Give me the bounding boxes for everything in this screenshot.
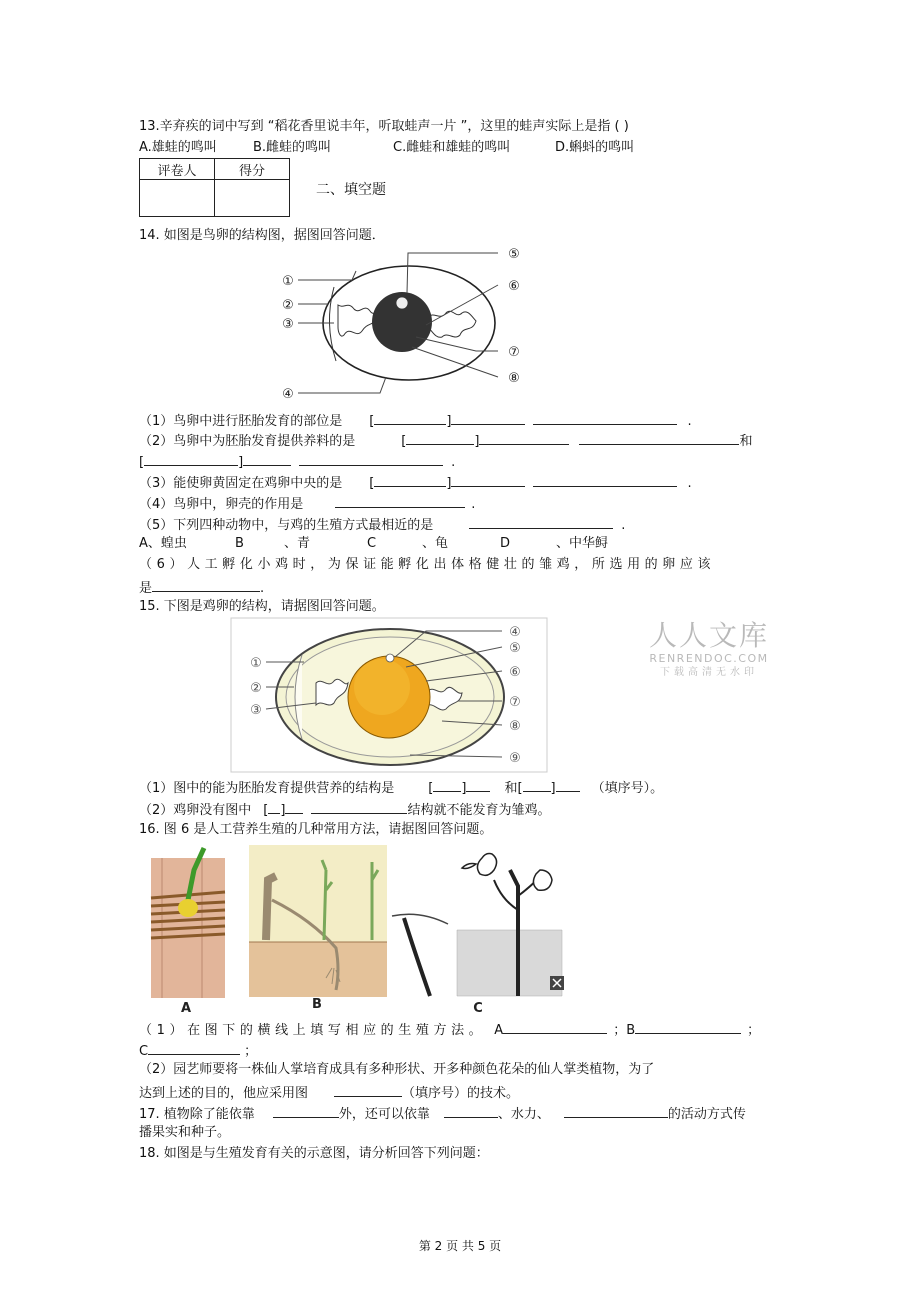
egg2-label-4: ④ [509, 625, 521, 640]
egg2-label-9: ⑨ [509, 751, 521, 766]
figure-label-a: A [180, 1001, 192, 1016]
q15-stem: 15. 下图是鸡卵的结构，请据图回答问题。 [139, 599, 385, 614]
q16-s1-blank-c[interactable] [148, 1041, 240, 1055]
q14-s5-blank[interactable] [469, 515, 613, 529]
egg2-label-7: ⑦ [509, 695, 521, 710]
figure-label-b: B [312, 997, 322, 1012]
q14-s2-blank-c[interactable] [243, 452, 291, 466]
egg2-label-3: ③ [250, 703, 262, 718]
score-table-score-cell[interactable] [215, 180, 290, 217]
egg2-label-1: ① [250, 656, 262, 671]
q14-s1-blank-a[interactable] [451, 411, 525, 425]
q13-option-d: D.蝌蚪的鸣叫 [555, 140, 635, 155]
q15-s1: （1）图中的能为胚胎发育提供营养的结构是 [ ] 和[ ] （填序号）。 [139, 778, 663, 797]
q14-s5-option-d-letter: D [500, 536, 511, 551]
q14-s1: （1）鸟卵中进行胚胎发育的部位是 [ ] . [139, 411, 692, 430]
egg1-label-8: ⑧ [508, 371, 520, 386]
egg2-label-6: ⑥ [509, 665, 521, 680]
watermark [644, 620, 774, 680]
egg1-label-3: ③ [282, 317, 294, 332]
q14-s6-cont: 是 . [139, 578, 264, 597]
vegetative-propagation-figure [142, 840, 570, 1018]
q17-line1: 17. 植物除了能依靠 外，还可以依靠 、水力、 的活动方式传 [139, 1104, 746, 1123]
q14-s2-blank-a[interactable] [479, 431, 569, 445]
q14-s5-option-c-letter: C [367, 536, 377, 551]
q17-blank-b[interactable] [444, 1104, 498, 1118]
q14-stem: 14. 如图是鸟卵的结构图，据图回答问题． [139, 228, 385, 243]
egg1-label-2: ② [282, 298, 294, 313]
chicken-egg-diagram [230, 617, 548, 773]
q14-s4-blank[interactable] [335, 494, 465, 508]
q14-s6-blank[interactable] [152, 578, 260, 592]
layering-image [249, 845, 387, 997]
q17-blank-c[interactable] [564, 1104, 668, 1118]
q15-s1-blank-b[interactable] [556, 778, 580, 792]
q15-s1-blank-number-a[interactable] [433, 778, 461, 792]
q14-s5-option-b-letter: B [235, 536, 244, 551]
q14-s5-option-c: 、龟 [422, 536, 449, 551]
q14-s2-cont: [ ] . [139, 452, 455, 471]
q14-s3-blank-number[interactable] [374, 473, 446, 487]
egg1-label-5: ⑤ [508, 247, 520, 262]
figure-label-c: C [473, 1001, 483, 1016]
section-title: 二、填空题 [316, 182, 386, 198]
q14-s2-blank-number[interactable] [406, 431, 474, 445]
q14-s3-blank-b[interactable] [533, 473, 677, 487]
egg1-label-7: ⑦ [508, 345, 520, 360]
q13-stem: 13.辛弃疾的词中写到 “稻花香里说丰年，听取蛙声一片 ”，这里的蛙声实际上是指 ( ) [139, 119, 629, 134]
q14-s6: （6）人工孵化小鸡时，为保证能孵化出体格健壮的雏鸡，所选用的卵应该 [139, 557, 716, 572]
q15-s1-blank-number-b[interactable] [523, 778, 551, 792]
q14-s5-option-a: A、蝗虫 [139, 536, 187, 551]
score-table-grader-header: 评卷人 [140, 159, 215, 180]
q16-s1: （1）在图下的横线上填写相应的生殖方法。 A ；B ； [139, 1020, 760, 1039]
q16-s2: （2）园艺师要将一株仙人掌培育成具有多种形状、开多种颜色花朵的仙人掌类植物，为了 [139, 1062, 655, 1077]
q13-option-b: B.雌蛙的鸣叫 [253, 140, 332, 155]
q13-option-a: A.雄蛙的鸣叫 [139, 140, 217, 155]
page-footer: 第 2 页 共 5 页 [418, 1239, 502, 1253]
q17-line2: 播果实和种子。 [139, 1125, 231, 1140]
q14-s5-option-b: 、青 [284, 536, 311, 551]
score-table [139, 158, 290, 217]
q16-s1-blank-a[interactable] [503, 1020, 607, 1034]
q14-s3: （3）能使卵黄固定在鸡卵中央的是 [ ] . [139, 473, 692, 492]
egg2-label-8: ⑧ [509, 719, 521, 734]
watermark-domain: RENRENDOC.COM [649, 652, 769, 665]
q14-s5: （5）下列四种动物中，与鸡的生殖方式最相近的是 . [139, 515, 625, 534]
score-table-score-header: 得分 [215, 159, 290, 180]
q16-s1-blank-b[interactable] [635, 1020, 741, 1034]
q16-s1-cont: C ； [139, 1041, 257, 1060]
q18-stem: 18. 如图是与生殖发育有关的示意图，请分析回答下列问题： [139, 1146, 489, 1161]
q16-s2-cont: 达到上述的目的，他应采用图 （填序号）的技术。 [139, 1083, 519, 1102]
q13-option-c: C.雌蛙和雄蛙的鸣叫 [393, 140, 511, 155]
q15-s2: （2）鸡卵没有图中 [ ] 结构就不能发育为雏鸡。 [139, 800, 550, 819]
q14-s4: （4）鸟卵中，卵壳的作用是 . [139, 494, 475, 513]
q17-blank-a[interactable] [273, 1104, 339, 1118]
q15-s2-blank-number[interactable] [268, 800, 280, 814]
q14-s2-blank-number-2[interactable] [144, 452, 238, 466]
egg1-label-4: ④ [282, 387, 294, 402]
q15-s2-blank-b[interactable] [311, 800, 407, 814]
q14-s2: （2）鸟卵中为胚胎发育提供养料的是 [ ] 和 [139, 431, 752, 450]
bird-egg-diagram [276, 243, 538, 405]
q16-stem: 16. 图 6 是人工营养生殖的几种常用方法，请据图回答问题。 [139, 822, 493, 837]
q14-s2-blank-d[interactable] [299, 452, 443, 466]
q14-s1-blank-b[interactable] [533, 411, 677, 425]
egg1-label-6: ⑥ [508, 279, 520, 294]
q14-s1-blank-number[interactable] [374, 411, 446, 425]
cutting-image [392, 854, 564, 997]
q16-s2-blank[interactable] [334, 1083, 402, 1097]
egg2-label-5: ⑤ [509, 641, 521, 656]
grafting-image [151, 848, 225, 998]
watermark-title: 人人文库 [648, 619, 769, 652]
q14-s3-blank-a[interactable] [451, 473, 525, 487]
q14-s5-option-d: 、中华鲟 [556, 536, 609, 551]
egg2-label-2: ② [250, 681, 262, 696]
watermark-tagline: 下载高清无水印 [660, 667, 758, 678]
egg1-label-1: ① [282, 274, 294, 289]
q15-s2-blank-a[interactable] [285, 800, 303, 814]
q14-s2-blank-b[interactable] [579, 431, 739, 445]
score-table-grader-cell[interactable] [140, 180, 215, 217]
q15-s1-blank-a[interactable] [466, 778, 490, 792]
